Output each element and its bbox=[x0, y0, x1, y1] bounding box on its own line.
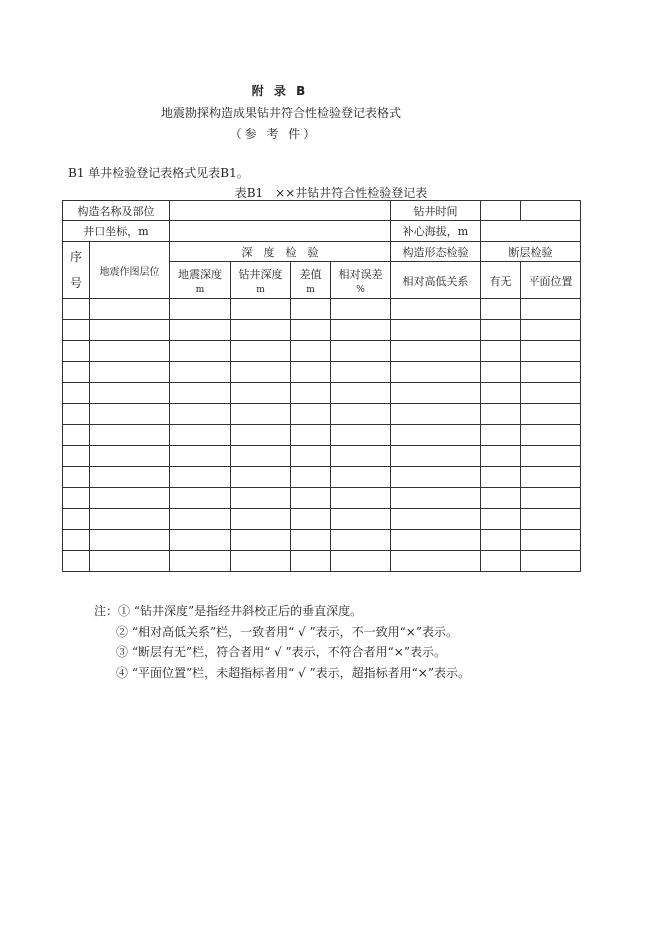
note-1: 注：① “钻井深度”是指经井斜校正后的垂直深度。 bbox=[94, 604, 363, 618]
table-cell[interactable] bbox=[331, 467, 391, 488]
table-cell[interactable] bbox=[391, 362, 481, 383]
table-cell[interactable] bbox=[481, 299, 521, 320]
table-cell[interactable] bbox=[63, 320, 90, 341]
table-cell[interactable] bbox=[63, 362, 90, 383]
table-cell[interactable] bbox=[231, 299, 291, 320]
seismic-depth-header bbox=[170, 262, 231, 299]
table-cell[interactable] bbox=[391, 320, 481, 341]
table-cell[interactable] bbox=[170, 467, 231, 488]
table-cell[interactable] bbox=[481, 425, 521, 446]
table-cell[interactable] bbox=[90, 446, 170, 467]
table-row bbox=[63, 551, 581, 572]
table-cell[interactable] bbox=[291, 299, 331, 320]
table-row bbox=[63, 488, 581, 509]
table-cell[interactable] bbox=[231, 425, 291, 446]
table-caption: 表B1 ××井钻井符合性检验登记表 bbox=[234, 186, 428, 200]
table-cell[interactable] bbox=[90, 551, 170, 572]
document-title: 地震勘探构造成果钻井符合性检验登记表格式 bbox=[160, 106, 401, 120]
table-cell[interactable] bbox=[63, 383, 90, 404]
table-cell[interactable] bbox=[90, 509, 170, 530]
table-cell[interactable] bbox=[331, 341, 391, 362]
altitude-value[interactable] bbox=[481, 221, 581, 242]
table-row bbox=[63, 467, 581, 488]
table-cell[interactable] bbox=[391, 488, 481, 509]
rel-error-unit: % bbox=[356, 284, 365, 295]
table-cell[interactable] bbox=[331, 530, 391, 551]
table-cell[interactable] bbox=[481, 404, 521, 425]
table-cell[interactable] bbox=[63, 530, 90, 551]
structure-name-value[interactable] bbox=[170, 201, 391, 221]
table-cell[interactable] bbox=[331, 425, 391, 446]
table-cell[interactable] bbox=[291, 362, 331, 383]
wellhead-coord-label: 井口坐标，m bbox=[63, 221, 170, 242]
table-row bbox=[63, 446, 581, 467]
presence-text: 有无 bbox=[489, 274, 512, 288]
seismic-depth-unit: m bbox=[195, 284, 205, 295]
table-cell[interactable] bbox=[231, 467, 291, 488]
drill-depth-unit: m bbox=[256, 284, 265, 295]
table-cell[interactable] bbox=[90, 299, 170, 320]
seismic-depth-text: 地震深度 bbox=[178, 267, 222, 281]
table-cell[interactable] bbox=[63, 509, 90, 530]
table-cell[interactable] bbox=[291, 551, 331, 572]
rel-error-text: 相对误差 bbox=[338, 267, 383, 281]
table-cell[interactable] bbox=[170, 530, 231, 551]
table-cell[interactable] bbox=[481, 509, 521, 530]
structure-name-row bbox=[63, 201, 581, 221]
table-body bbox=[63, 299, 581, 572]
table-cell[interactable] bbox=[291, 320, 331, 341]
table-cell[interactable] bbox=[291, 425, 331, 446]
table-row bbox=[63, 530, 581, 551]
note-3: ③ “断层有无”栏，符合者用“ √ ”表示，不符合者用“×”表示。 bbox=[116, 645, 446, 659]
table-cell[interactable] bbox=[521, 551, 581, 572]
diff-unit: m bbox=[306, 284, 315, 295]
table-row bbox=[63, 341, 581, 362]
table-cell[interactable] bbox=[331, 488, 391, 509]
table-cell[interactable] bbox=[63, 299, 90, 320]
table-cell[interactable] bbox=[521, 488, 581, 509]
table-cell[interactable] bbox=[391, 404, 481, 425]
table-cell[interactable] bbox=[90, 383, 170, 404]
drill-time-value-2[interactable] bbox=[521, 201, 581, 221]
table-cell[interactable] bbox=[331, 320, 391, 341]
table-cell[interactable] bbox=[481, 467, 521, 488]
rel-error-header bbox=[331, 262, 391, 299]
table-cell[interactable] bbox=[391, 530, 481, 551]
table-cell[interactable] bbox=[291, 341, 331, 362]
table-cell[interactable] bbox=[231, 488, 291, 509]
table-cell[interactable] bbox=[291, 383, 331, 404]
table-cell[interactable] bbox=[231, 551, 291, 572]
intro-text: B1 单井检验登记表格式见表B1。 bbox=[68, 166, 249, 180]
table-cell[interactable] bbox=[391, 509, 481, 530]
table-cell[interactable] bbox=[170, 509, 231, 530]
table-row bbox=[63, 509, 581, 530]
drill-depth-text: 钻井深度 bbox=[238, 267, 283, 281]
table-cell[interactable] bbox=[481, 446, 521, 467]
table-cell[interactable] bbox=[481, 488, 521, 509]
table-row bbox=[63, 320, 581, 341]
structure-group-header: 构造形态检验 bbox=[391, 242, 481, 262]
table-cell[interactable] bbox=[331, 362, 391, 383]
table-cell[interactable] bbox=[521, 320, 581, 341]
plane-pos-header bbox=[521, 262, 581, 299]
depth-group-header: 深 度 检 验 bbox=[170, 242, 391, 262]
table-row bbox=[63, 383, 581, 404]
table-cell[interactable] bbox=[521, 299, 581, 320]
appendix-label: 附 录 B bbox=[251, 84, 309, 98]
table-cell[interactable] bbox=[521, 341, 581, 362]
table-cell[interactable] bbox=[170, 446, 231, 467]
table-cell[interactable] bbox=[331, 383, 391, 404]
table-cell[interactable] bbox=[90, 467, 170, 488]
table-cell[interactable] bbox=[521, 362, 581, 383]
table-cell[interactable] bbox=[231, 383, 291, 404]
table-cell[interactable] bbox=[291, 509, 331, 530]
table-cell[interactable] bbox=[90, 530, 170, 551]
table-cell[interactable] bbox=[331, 404, 391, 425]
table-cell[interactable] bbox=[521, 404, 581, 425]
structure-name-label: 构造名称及部位 bbox=[63, 201, 170, 221]
presence-header bbox=[481, 262, 521, 299]
table-cell[interactable] bbox=[170, 320, 231, 341]
drill-depth-header bbox=[231, 262, 291, 299]
table-cell[interactable] bbox=[90, 320, 170, 341]
table-cell[interactable] bbox=[331, 551, 391, 572]
plane-pos-text: 平面位置 bbox=[528, 274, 573, 288]
table-cell[interactable] bbox=[291, 467, 331, 488]
table-cell[interactable] bbox=[231, 404, 291, 425]
table-cell[interactable] bbox=[521, 425, 581, 446]
table-cell[interactable] bbox=[63, 551, 90, 572]
table-cell[interactable] bbox=[391, 425, 481, 446]
table-cell[interactable] bbox=[331, 446, 391, 467]
table-cell[interactable] bbox=[231, 446, 291, 467]
table-cell[interactable] bbox=[170, 341, 231, 362]
table-cell[interactable] bbox=[170, 425, 231, 446]
table-cell[interactable] bbox=[170, 488, 231, 509]
registration-table bbox=[62, 200, 581, 572]
table-cell[interactable] bbox=[521, 383, 581, 404]
diff-text: 差值 bbox=[299, 267, 322, 281]
table-row bbox=[63, 299, 581, 320]
table-cell[interactable] bbox=[231, 362, 291, 383]
table-cell[interactable] bbox=[291, 488, 331, 509]
layer-header-text: 地震作图层位 bbox=[99, 266, 160, 278]
table-cell[interactable] bbox=[63, 446, 90, 467]
seq-bottom: 号 bbox=[69, 276, 82, 290]
wellhead-coord-value[interactable] bbox=[170, 221, 391, 242]
table-cell[interactable] bbox=[391, 551, 481, 572]
table-cell[interactable] bbox=[291, 530, 331, 551]
table-cell[interactable] bbox=[170, 551, 231, 572]
table-cell[interactable] bbox=[231, 320, 291, 341]
table-row bbox=[63, 425, 581, 446]
table-row bbox=[63, 362, 581, 383]
table-cell[interactable] bbox=[481, 383, 521, 404]
table-cell[interactable] bbox=[521, 446, 581, 467]
table-cell[interactable] bbox=[521, 509, 581, 530]
table-cell[interactable] bbox=[481, 320, 521, 341]
table-row bbox=[63, 404, 581, 425]
table-cell[interactable] bbox=[63, 404, 90, 425]
reference-label: （参 考 件） bbox=[229, 127, 319, 141]
table-cell[interactable] bbox=[170, 404, 231, 425]
table-cell[interactable] bbox=[63, 425, 90, 446]
notes bbox=[94, 601, 470, 683]
table-cell[interactable] bbox=[521, 467, 581, 488]
table-cell[interactable] bbox=[391, 341, 481, 362]
altitude-label: 补心海拔，m bbox=[391, 221, 481, 242]
table-cell[interactable] bbox=[391, 299, 481, 320]
table-cell[interactable] bbox=[170, 383, 231, 404]
seq-header bbox=[63, 242, 90, 299]
table-cell[interactable] bbox=[231, 341, 291, 362]
table-cell[interactable] bbox=[231, 509, 291, 530]
header-group-row bbox=[63, 242, 581, 262]
diff-header bbox=[291, 262, 331, 299]
note-4: ④ “平面位置”栏，未超指标者用“ √ ”表示，超指标者用“×”表示。 bbox=[116, 665, 470, 680]
table-cell[interactable] bbox=[170, 362, 231, 383]
layer-header bbox=[90, 242, 170, 299]
table-cell[interactable] bbox=[481, 530, 521, 551]
drill-time-label: 钻井时间 bbox=[391, 201, 481, 221]
table-cell[interactable] bbox=[481, 362, 521, 383]
table-cell[interactable] bbox=[90, 341, 170, 362]
table-cell[interactable] bbox=[63, 341, 90, 362]
table-cell[interactable] bbox=[331, 299, 391, 320]
table-cell[interactable] bbox=[391, 467, 481, 488]
table-cell[interactable] bbox=[391, 446, 481, 467]
wellhead-row bbox=[63, 221, 581, 242]
table-cell[interactable] bbox=[63, 467, 90, 488]
fault-group-header: 断层检验 bbox=[481, 242, 581, 262]
table-cell[interactable] bbox=[90, 404, 170, 425]
rel-height-text: 相对高低关系 bbox=[402, 274, 469, 288]
table-cell[interactable] bbox=[90, 488, 170, 509]
rel-height-header bbox=[391, 262, 481, 299]
table-cell[interactable] bbox=[63, 488, 90, 509]
table-cell[interactable] bbox=[291, 446, 331, 467]
table-cell[interactable] bbox=[331, 509, 391, 530]
table-cell[interactable] bbox=[231, 530, 291, 551]
table-cell[interactable] bbox=[481, 341, 521, 362]
table-cell[interactable] bbox=[521, 530, 581, 551]
table-cell[interactable] bbox=[90, 362, 170, 383]
seq-top: 序 bbox=[69, 250, 82, 264]
table-cell[interactable] bbox=[170, 299, 231, 320]
table-cell[interactable] bbox=[90, 425, 170, 446]
table-cell[interactable] bbox=[391, 383, 481, 404]
table-cell[interactable] bbox=[481, 551, 521, 572]
drill-time-value-1[interactable] bbox=[481, 201, 521, 221]
table-cell[interactable] bbox=[291, 404, 331, 425]
note-2: ② “相对高低关系”栏，一致者用“ √ ”表示，不一致用“×”表示。 bbox=[116, 624, 458, 639]
